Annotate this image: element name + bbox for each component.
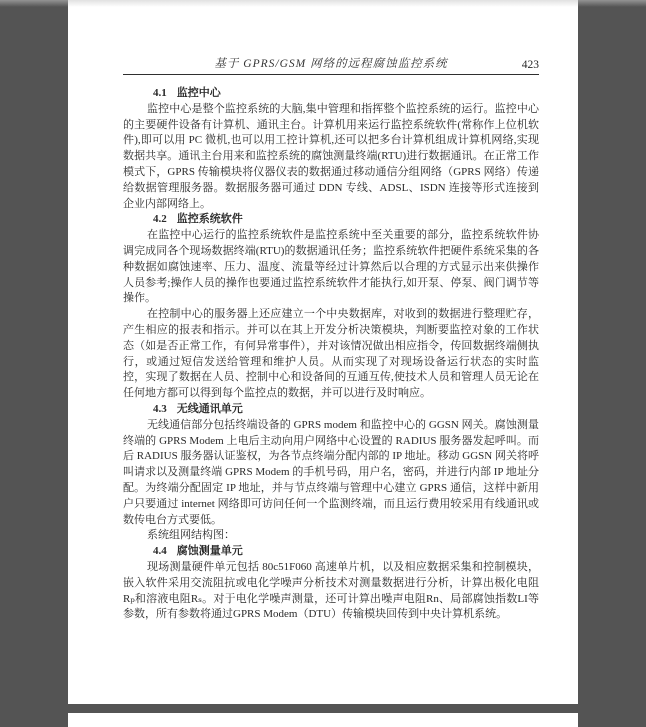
- section-title: 监控系统软件: [176, 213, 243, 226]
- section-heading-4-2: [123, 212, 539, 228]
- section-heading-4-3: [123, 402, 539, 418]
- section-number: 4.2: [153, 213, 167, 226]
- section-number: 4.4: [153, 545, 167, 558]
- page-number: 423: [521, 59, 539, 71]
- paragraph: 无线通信部分包括终端设备的 GPRS modem 和监控中心的 GGSN 网关。腐蚀测量终端的 GPRS Modem 上电后主动向用户网络中心设置的 RADIUS 服务器发起呼叫。而后 RADIUS 服务器认证鉴权，为各节点终端分配内部的 IP 地址。移动 GGSN 网关将呼叫请求以及测量终端 GPRS Modem 的手机号码，用户名，密码，并进行内部 IP 地址分配。为终端分配固定 IP 地址，并与节点终端与管理中心建立 GPRS 通信，这样中新用户只要通过 internet 网络即可访问任何一个监测终端，而且运行费用较采用有线通讯或数传电台方式要低。: [123, 418, 539, 526]
- paragraph: 在控制中心的服务器上还应建立一个中央数据库，对收到的数据进行整理贮存，产生相应的报表和指示。并可以在其上开发分析决策模块，判断要监控对象的工作状态（如是否正常工作，有何异常事件），并对该情况做出相应指令，传回数据终端侧执行，或通过短信发送给管理和维护人员。从而实现了对现场设备运行状态的实时监控，实现了数据在人员、控制中心和设备间的互通互传,使技术人员和管理人员无论在任何地方都可以得到每个监控点的数据，并可以进行及时响应。: [123, 308, 539, 400]
- section-number: 4.1: [153, 87, 167, 99]
- page-header: [123, 54, 539, 75]
- paragraph: 监控中心是整个监控系统的大脑,集中管理和指挥整个监控系统的运行。监控中心的主要硬件设备有计算机、通讯主台。计算机用来运行监控系统软件(常称作上位机软件),即可以用 PC 微机,也可以用工控计算机,还可以把多台计算机组成计算机网络,实现数据共享。通讯主台用来和监控系统的腐蚀测量终端(RTU)进行数据通讯。在正常工作模式下，GPRS 传输模块将仪器仪表的数据通过移动通信分组网络（GPRS 网络）传递给数据管理服务器。数据服务器可通过 DDN 专线、ADSL、ISDN 连接等形式连接到企业内部网络上。: [123, 102, 539, 210]
- section-heading-4-1: [123, 86, 539, 102]
- document-page: [68, 0, 578, 704]
- page-content: [123, 86, 539, 623]
- section-title: 无线通讯单元: [176, 402, 243, 415]
- running-title: 基于 GPRS/GSM 网络的远程腐蚀监控系统: [214, 58, 448, 70]
- section-number: 4.3: [153, 402, 167, 415]
- paragraph: 现场测量硬件单元包括 80c51F060 高速单片机，以及相应数据采集和控制模块，嵌入软件采用交流阻抗或电化学噪声分析技术对测量数据进行分析，计算出极化电阻Rₚ和溶液电阻Rₛ。对于电化学噪声测量，还可计算出噪声电阻Rn、局部腐蚀指数LI等参数，所有参数将通过GPRS Modem（DTU）传输模块回传到中央计算机系统。: [123, 560, 539, 621]
- section-title: 监控中心: [176, 87, 221, 99]
- section-heading-4-4: [123, 544, 539, 560]
- section-title: 腐蚀测量单元: [176, 545, 243, 558]
- paragraph: 在监控中心运行的监控系统软件是监控系统中至关重要的部分，监控系统软件协调完成同各个现场数据终端(RTU)的数据通讯任务；监控系统软件把硬件系统采集的各种数据如腐蚀速率、压力、温度、流量等经过计算然后以合理的方式显示出来供操作人员参考;操作人员的操作也要通过监控系统软件才能执行,如开泵、停泵、阀门调节等操作。: [123, 229, 539, 305]
- paragraph: 系统组网结构图：: [147, 529, 235, 542]
- next-page-top-edge: [68, 713, 578, 727]
